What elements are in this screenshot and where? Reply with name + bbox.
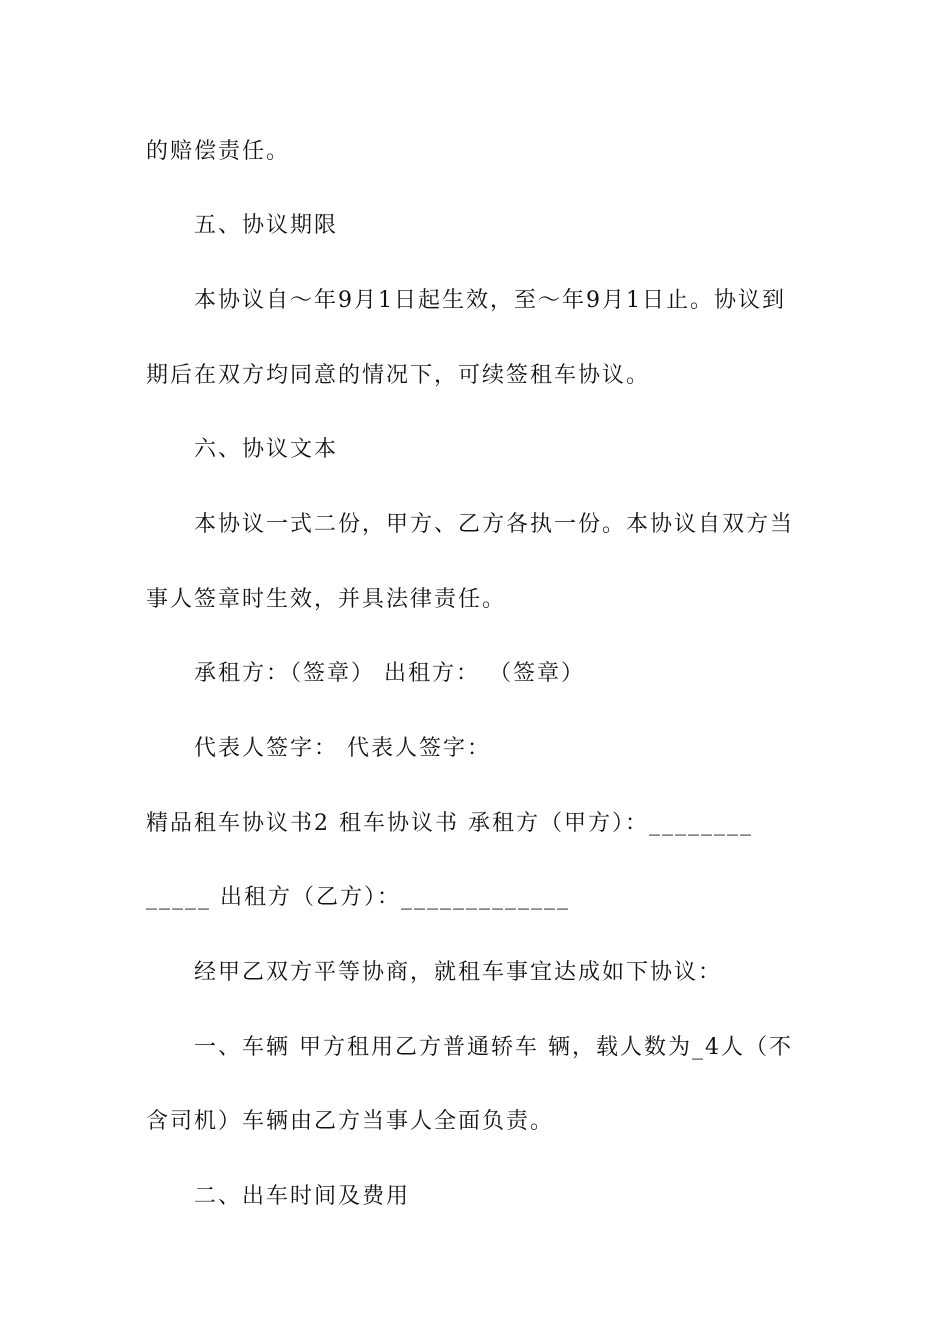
section-heading: 二、出车时间及费用	[194, 1184, 411, 1209]
contract-title-line: 精品租车协议书2 租车协议书 承租方（甲方）：________	[146, 811, 753, 836]
paragraph-line: 事人签章时生效，并具法律责任。	[146, 587, 507, 612]
signature-line: 代表人签字： 代表人签字：	[194, 736, 491, 761]
paragraph-line: 期后在双方均同意的情况下，可续签租车协议。	[146, 363, 651, 388]
paragraph-line: 一、车辆 甲方租用乙方普通轿车 辆，载人数为_4人（不	[194, 1035, 793, 1060]
paragraph-line: 经甲乙双方平等协商，就租车事宜达成如下协议：	[194, 960, 723, 985]
paragraph-line: 含司机）车辆由乙方当事人全面负责。	[146, 1109, 555, 1134]
paragraph-line: 的赔偿责任。	[146, 139, 291, 164]
section-heading: 五、协议期限	[194, 213, 339, 238]
section-heading: 六、协议文本	[194, 437, 339, 462]
signature-line: 承租方：（签章） 出租方： （签章）	[194, 661, 585, 686]
paragraph-line: 本协议一式二份，甲方、乙方各执一份。本协议自双方当	[194, 512, 795, 537]
paragraph-line: _____ 出租方（乙方）：_____________	[146, 885, 570, 910]
paragraph-line: 本协议自～年9月1日起生效，至～年9月1日止。协议到	[194, 288, 786, 313]
